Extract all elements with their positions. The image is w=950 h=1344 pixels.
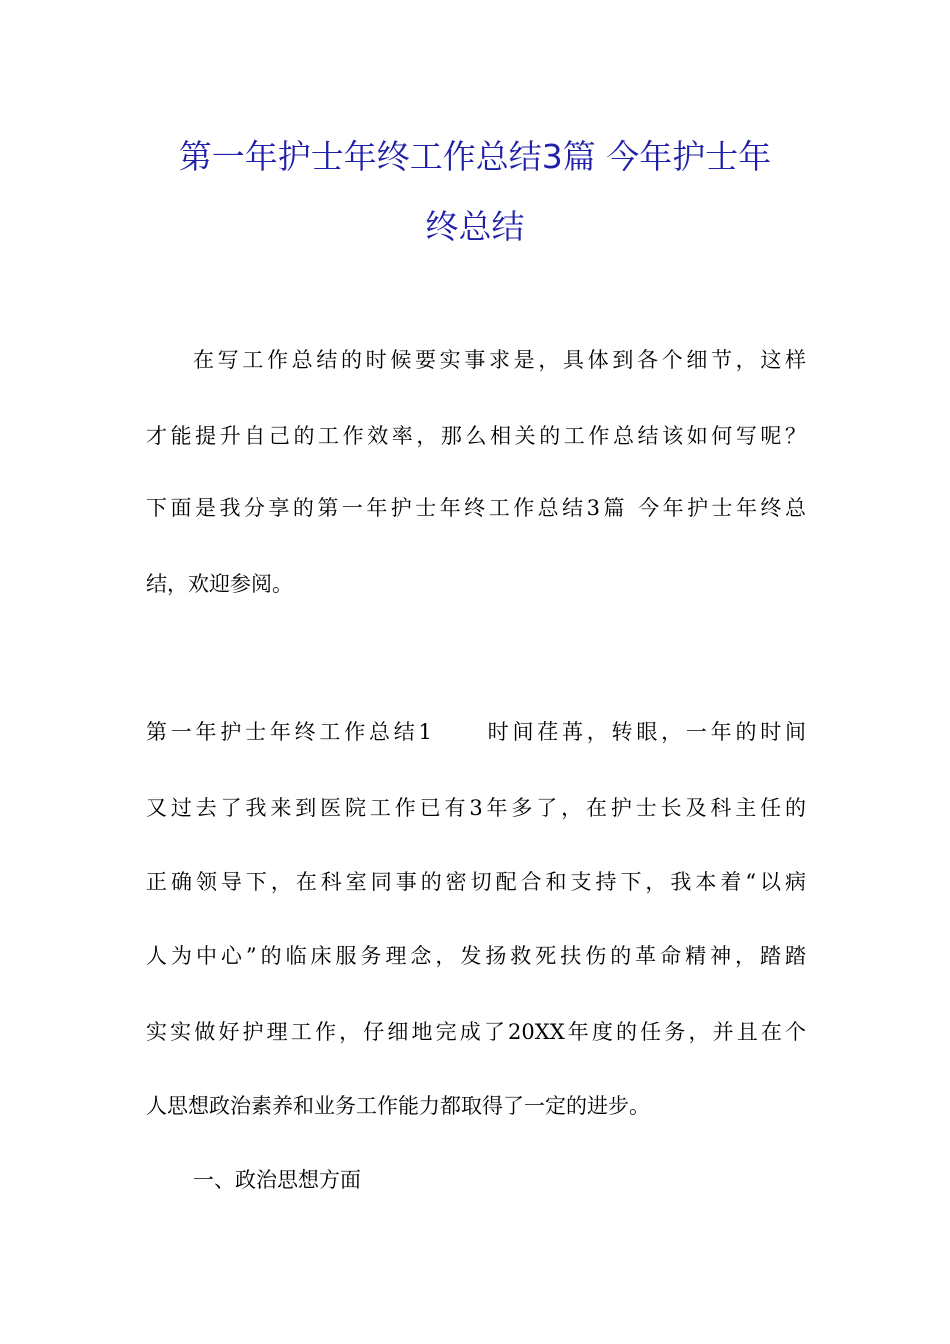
intro-line-3: 下面是我分享的第一年护士年终工作总结3篇 今年护士年终总 xyxy=(146,496,806,520)
document-title-line-2: 终总结 xyxy=(425,207,525,246)
section-1-heading: 第一年护士年终工作总结1 xyxy=(146,720,432,744)
section-1-first-line-text: 时间荏苒，转眼，一年的时间 xyxy=(483,720,806,744)
section-1-line-5: 实实做好护理工作，仔细地完成了20XX年度的任务，并且在个 xyxy=(146,1020,806,1044)
document-title-line-1: 第一年护士年终工作总结3篇 今年护士年 xyxy=(178,137,772,176)
section-1-line-2: 又过去了我来到医院工作已有3年多了，在护士长及科主任的 xyxy=(146,796,806,820)
section-1-first-line xyxy=(146,720,806,744)
intro-line-1: 在写工作总结的时候要实事求是，具体到各个细节，这样 xyxy=(193,348,806,372)
subheading-political-thought: 一、政治思想方面 xyxy=(193,1168,361,1192)
section-1-line-4: 人为中心”的临床服务理念，发扬救死扶伤的革命精神，踏踏 xyxy=(146,944,806,968)
section-1-line-6: 人思想政治素养和业务工作能力都取得了一定的进步。 xyxy=(146,1094,650,1118)
intro-line-2: 才能提升自己的工作效率，那么相关的工作总结该如何写呢？ xyxy=(146,424,806,448)
intro-line-4: 结，欢迎参阅。 xyxy=(146,572,293,596)
section-1-line-3: 正确领导下，在科室同事的密切配合和支持下，我本着“以病 xyxy=(146,870,806,894)
